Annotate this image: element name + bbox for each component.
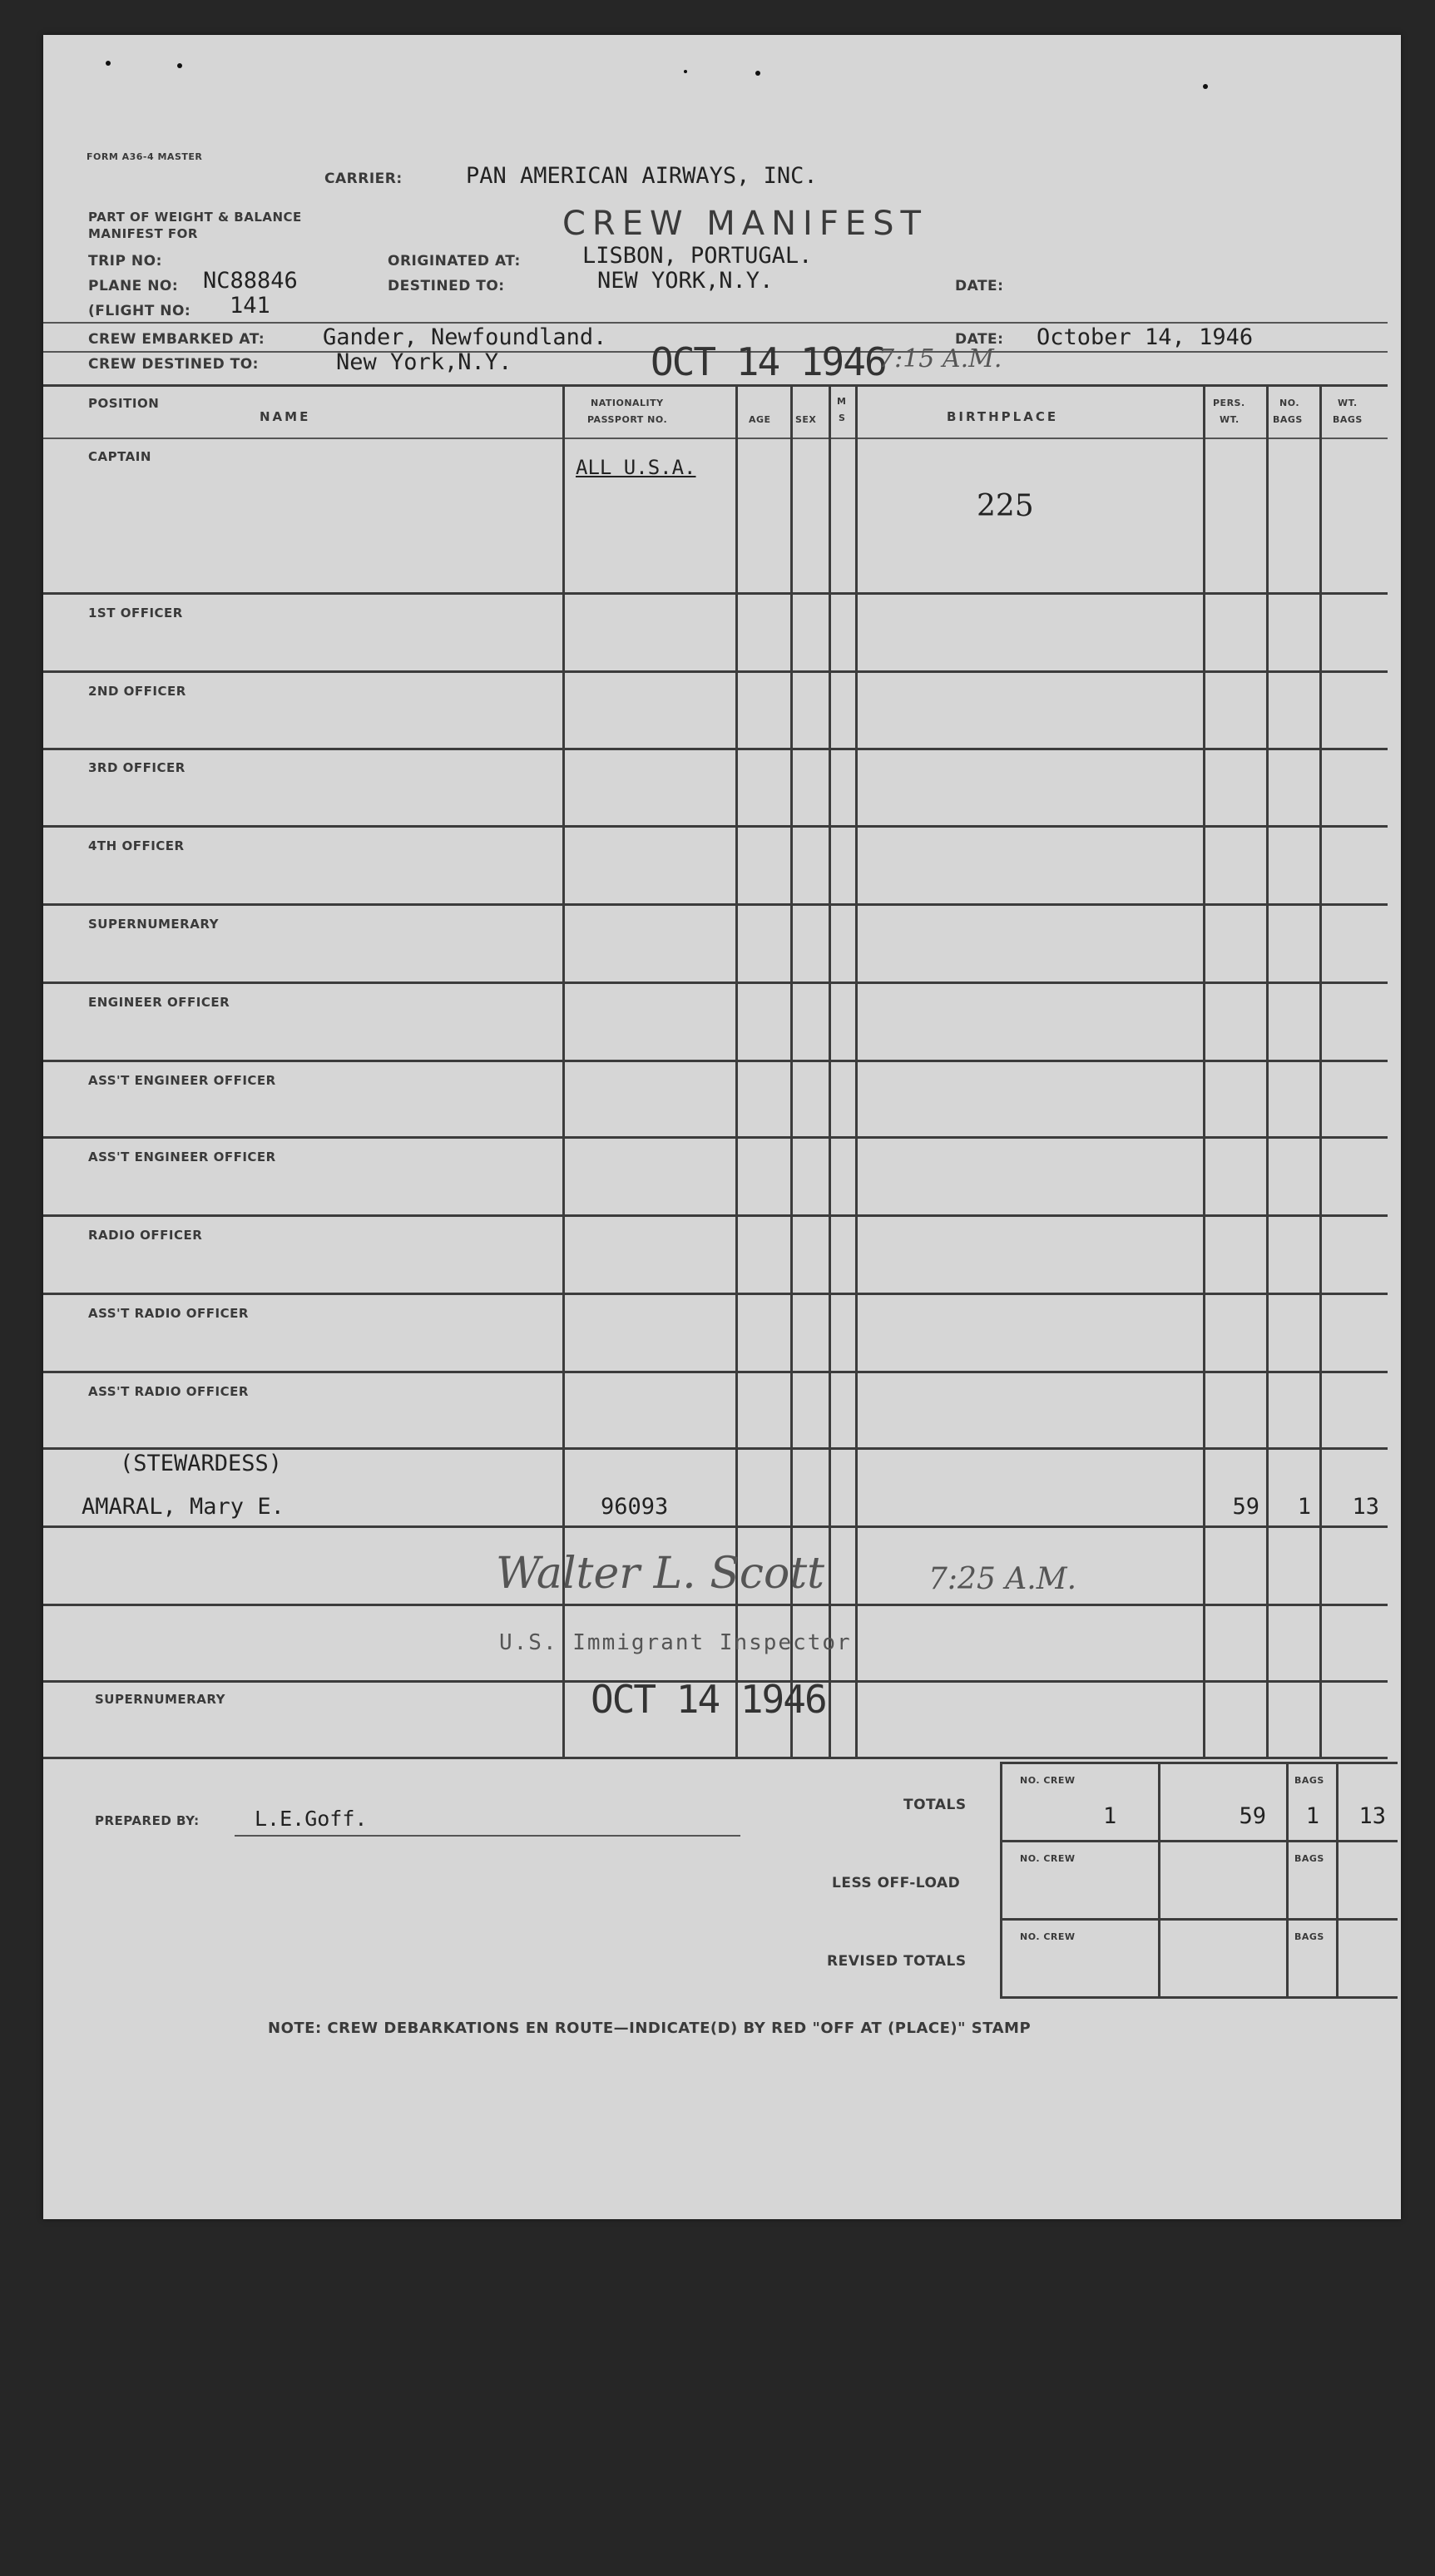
totals-wt-bags: 13 (1358, 1803, 1386, 1829)
totals-rule (1000, 1996, 1398, 1999)
embarked-value: Gander, Newfoundland. (323, 324, 607, 350)
destined-value: NEW YORK,N.Y. (597, 268, 774, 294)
totals-pers-wt: 59 (1239, 1803, 1266, 1829)
inspector-signature: Walter L. Scott (496, 1549, 825, 1599)
stewardess-title: (STEWARDESS) (120, 1451, 283, 1476)
totals-rule (1000, 1840, 1398, 1842)
prepared-label: PREPARED BY: (95, 1813, 200, 1828)
col-s: S (839, 413, 846, 423)
trip-label: TRIP NO: (88, 253, 162, 269)
row-rule (43, 1060, 1388, 1062)
row-asst-radio-1: ASS'T RADIO OFFICER (88, 1306, 249, 1321)
col-divider (855, 384, 858, 1758)
plane-label: PLANE NO: (88, 278, 179, 294)
col-wt-bags: BAGS (1333, 414, 1363, 425)
less-offload-label: LESS OFF-LOAD (832, 1875, 961, 1891)
birthplace-note: 225 (977, 489, 1034, 523)
prepared-by: L.E.Goff. (255, 1807, 368, 1831)
speck (177, 63, 182, 68)
crew-destined-value: New York,N.Y. (336, 349, 512, 375)
row-rule (43, 1293, 1388, 1295)
table-bottom-rule (43, 1757, 1388, 1759)
inspector-title: U.S. Immigrant Inspector (499, 1630, 852, 1655)
bags-label: BAGS (1294, 1775, 1324, 1786)
no-crew-label: NO. CREW (1020, 1853, 1076, 1864)
form-title: CREW MANIFEST (562, 205, 928, 243)
row-supernumerary: SUPERNUMERARY (88, 917, 219, 932)
footer-note: NOTE: CREW DEBARKATIONS EN ROUTE—INDICATE(D) BY RED "OFF AT (PLACE)" STAMP (268, 2020, 1032, 2037)
col-sex: SEX (795, 414, 817, 425)
col-name: NAME (260, 409, 311, 424)
date-stamp-bottom: OCT 14 1946 (591, 1677, 826, 1722)
bags-label: BAGS (1294, 1853, 1324, 1864)
destined-label: DESTINED TO: (388, 278, 505, 294)
speck (1203, 84, 1208, 89)
row-rule (43, 748, 1388, 750)
revised-totals-label: REVISED TOTALS (827, 1953, 967, 1970)
row-rule (43, 1136, 1388, 1139)
no-crew-label: NO. CREW (1020, 1775, 1076, 1786)
table-header-rule (43, 438, 1388, 439)
row-asst-engineer-2: ASS'T ENGINEER OFFICER (88, 1150, 276, 1164)
row-supernumerary-2: SUPERNUMERARY (95, 1692, 225, 1707)
speck (106, 61, 111, 66)
stewardess-wt-bags: 13 (1352, 1494, 1379, 1520)
row-radio-officer: RADIO OFFICER (88, 1228, 203, 1243)
col-divider (1266, 384, 1269, 1758)
no-crew-label: NO. CREW (1020, 1931, 1076, 1942)
row-fourth-officer: 4TH OFFICER (88, 838, 185, 853)
embarked-label: CREW EMBARKED AT: (88, 331, 265, 348)
row-rule (43, 1604, 1388, 1606)
flight-value: 141 (230, 293, 270, 319)
stamp-time-top: 7:15 A.M. (878, 344, 1002, 373)
stewardess-passport: 96093 (601, 1494, 669, 1520)
totals-label: TOTALS (903, 1797, 967, 1813)
row-asst-radio-2: ASS'T RADIO OFFICER (88, 1384, 249, 1399)
col-divider (1203, 384, 1205, 1758)
row-rule (43, 592, 1388, 595)
row-rule (43, 1214, 1388, 1217)
flight-label: (FLIGHT NO: (88, 303, 191, 319)
col-pers: PERS. (1213, 398, 1245, 408)
col-no-bags: BAGS (1273, 414, 1303, 425)
col-m: M (837, 396, 847, 407)
row-rule (43, 1447, 1388, 1450)
row-rule (43, 981, 1388, 984)
speck (755, 71, 760, 76)
row-rule (43, 1525, 1388, 1528)
col-pers-wt: WT. (1220, 414, 1240, 425)
date-stamp-top: OCT 14 1946 (651, 339, 886, 384)
date-label: DATE: (955, 278, 1004, 294)
carrier-label: CARRIER: (324, 171, 403, 187)
table-top-rule (43, 384, 1388, 387)
totals-divider (1286, 1762, 1289, 1998)
prepared-rule (235, 1835, 740, 1837)
totals-no-bags: 1 (1305, 1803, 1319, 1829)
originated-value: LISBON, PORTUGAL. (582, 243, 813, 269)
col-no: NO. (1279, 398, 1299, 408)
totals-divider (1158, 1762, 1160, 1998)
col-birthplace: BIRTHPLACE (947, 409, 1059, 424)
row-rule (43, 825, 1388, 828)
carrier-value: PAN AMERICAN AIRWAYS, INC. (466, 163, 818, 189)
crew-destined-label: CREW DESTINED TO: (88, 356, 259, 373)
totals-divider (1336, 1762, 1339, 1998)
bags-label: BAGS (1294, 1931, 1324, 1942)
col-divider (829, 384, 831, 1758)
row-third-officer: 3RD OFFICER (88, 760, 186, 775)
signature-time: 7:25 A.M. (928, 1562, 1077, 1596)
col-wt: WT. (1338, 398, 1358, 408)
stewardess-no-bags: 1 (1297, 1494, 1311, 1520)
date2-value: October 14, 1946 (1037, 324, 1254, 350)
totals-rule (1000, 1918, 1398, 1921)
row-rule (43, 670, 1388, 673)
originated-label: ORIGINATED AT: (388, 253, 521, 269)
row-captain: CAPTAIN (88, 449, 151, 464)
nationality-all: ALL U.S.A. (576, 456, 696, 479)
date2-label: DATE: (955, 331, 1004, 348)
totals-divider (1000, 1762, 1002, 1998)
col-position: POSITION (88, 396, 160, 411)
col-passport: PASSPORT NO. (587, 414, 668, 425)
row-rule (43, 903, 1388, 906)
col-age: AGE (749, 414, 771, 425)
col-divider (1319, 384, 1322, 1758)
row-rule (43, 1371, 1388, 1373)
row-engineer-officer: ENGINEER OFFICER (88, 995, 230, 1010)
part-of-label: PART OF WEIGHT & BALANCE (88, 210, 302, 225)
header-rule (43, 322, 1388, 324)
stewardess-pers-wt: 59 (1232, 1494, 1259, 1520)
stewardess-name: AMARAL, Mary E. (82, 1494, 285, 1520)
form-number: FORM A36-4 MASTER (87, 151, 203, 162)
row-first-officer: 1ST OFFICER (88, 606, 183, 621)
totals-no-crew: 1 (1103, 1803, 1117, 1829)
row-second-officer: 2ND OFFICER (88, 684, 186, 699)
col-nationality: NATIONALITY (591, 398, 664, 408)
totals-rule (1000, 1762, 1398, 1764)
speck (684, 70, 687, 73)
row-asst-engineer-1: ASS'T ENGINEER OFFICER (88, 1073, 276, 1088)
plane-value: NC88846 (203, 268, 298, 294)
manifest-for-label: MANIFEST FOR (88, 226, 198, 241)
